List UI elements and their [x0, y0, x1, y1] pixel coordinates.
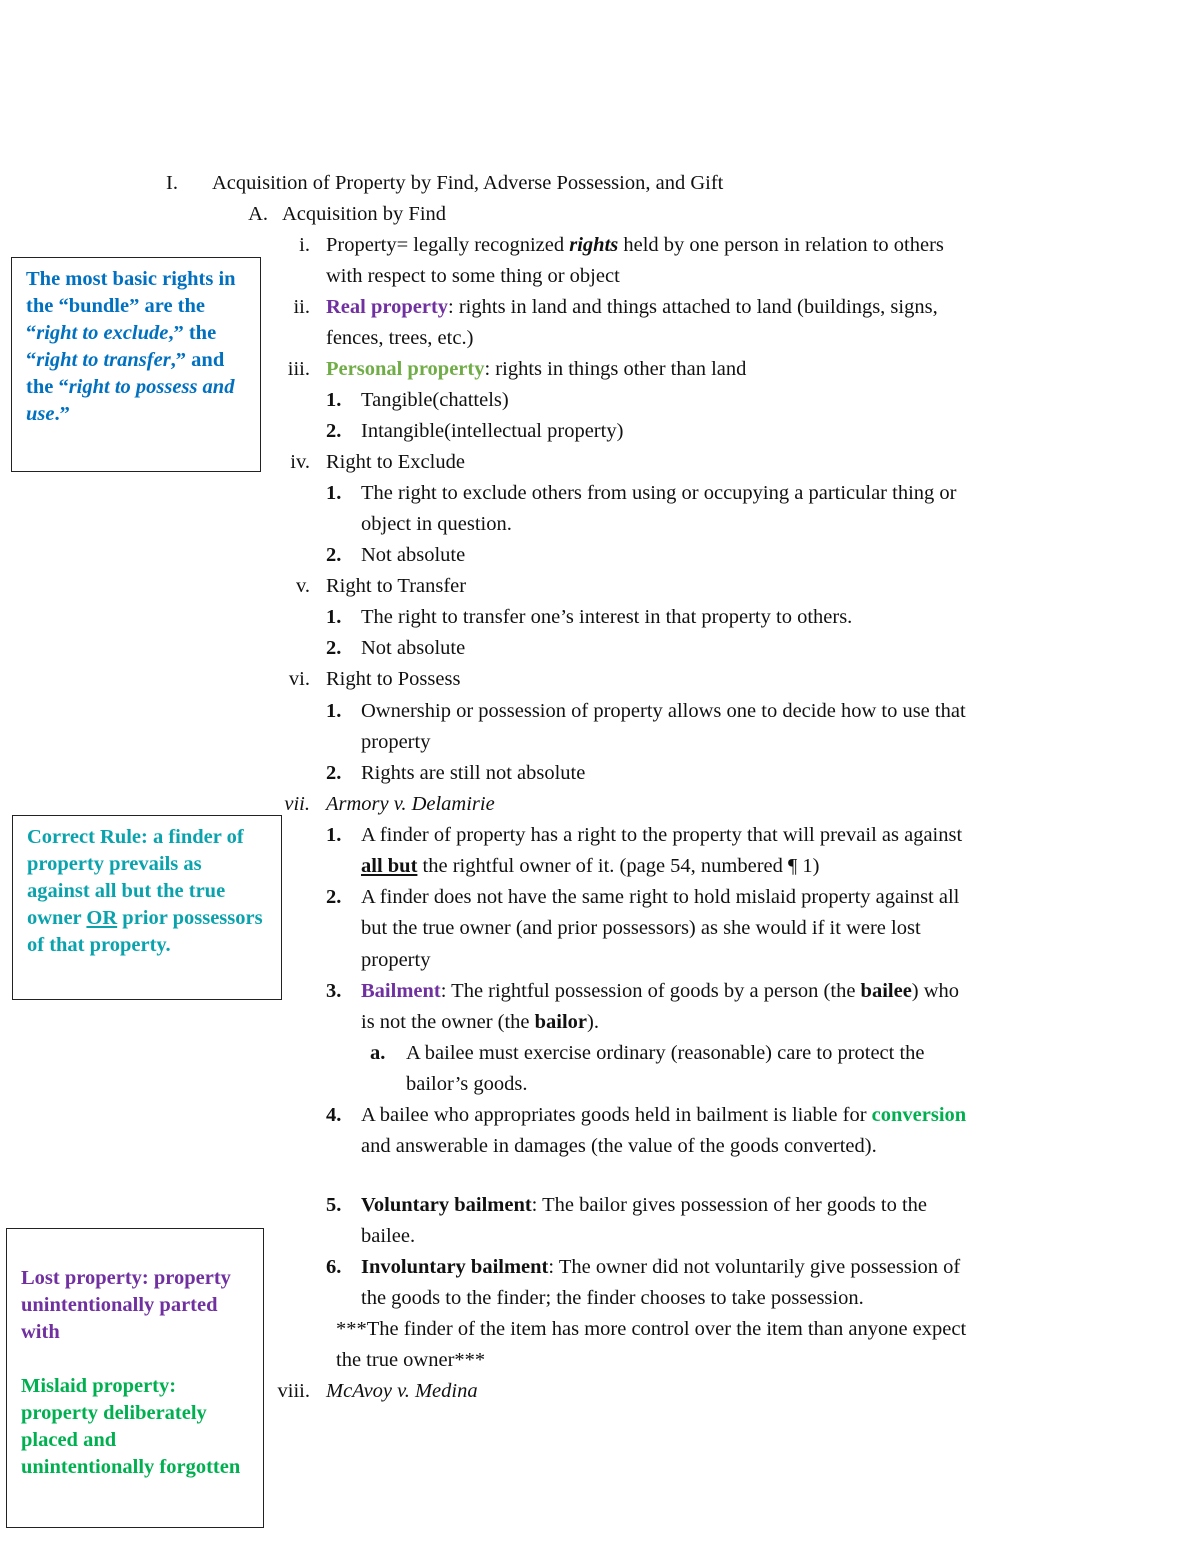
sub-item-cont: bailee.	[361, 1225, 416, 1247]
text: ,” the “	[26, 322, 217, 371]
sub-item-cont: property	[361, 731, 431, 753]
text: is not the owner (the	[361, 1011, 535, 1033]
item-marker: viii.	[277, 1380, 310, 1402]
sub-number: 2.	[326, 886, 342, 908]
sub-item: Intangible(intellectual property)	[361, 420, 624, 442]
sub-number: 5.	[326, 1194, 342, 1216]
sub-item	[361, 1193, 927, 1217]
subsection-marker: A.	[248, 203, 268, 225]
term-bailor: bailor	[534, 1011, 588, 1033]
item-ii-line	[326, 295, 938, 319]
text: .”	[54, 403, 70, 425]
sub-sub-marker: a.	[370, 1042, 386, 1064]
note-line-cont: the true owner***	[336, 1349, 486, 1371]
sub-item	[361, 979, 959, 1003]
text: prior possessors of that property.	[27, 907, 263, 956]
item-ii-line2: fences, trees, etc.)	[326, 327, 474, 349]
item-marker: iii.	[287, 358, 310, 380]
sub-number: 1.	[326, 482, 342, 504]
sub-item: A finder of property has a right to the property that will prevail as against	[361, 824, 963, 846]
term-bailment: Bailment	[361, 980, 441, 1002]
rights-emphasis: rights	[569, 234, 619, 256]
text: Property= legally recognized	[326, 234, 570, 256]
item-iii-line	[326, 357, 746, 381]
text: the rightful owner of it. (page 54, numbered ¶ 1)	[417, 855, 820, 877]
sub-item: The right to transfer one’s interest in that property to others.	[361, 606, 853, 628]
case-name-armory: Armory v. Delamirie	[326, 793, 495, 815]
right-to-transfer: right to transfer	[36, 349, 171, 371]
subsection-title: Acquisition by Find	[282, 203, 447, 225]
text: ).	[587, 1011, 599, 1033]
item-v-title: Right to Transfer	[326, 575, 467, 597]
section-marker: I.	[166, 172, 178, 194]
sub-item	[361, 1255, 960, 1279]
item-marker: iv.	[290, 451, 310, 473]
sub-item-cont	[361, 854, 820, 878]
sub-item: Not absolute	[361, 637, 466, 659]
sub-sub-item-cont: bailor’s goods.	[406, 1073, 528, 1095]
right-to-exclude: right to exclude	[36, 322, 169, 344]
term-voluntary-bailment: Voluntary bailment	[361, 1194, 532, 1216]
text: ,” and the “	[26, 349, 225, 398]
sub-item: A finder does not have the same right to hold mislaid property against all	[361, 886, 960, 908]
sidebar-note-correct-rule	[12, 815, 282, 1000]
term-involuntary-bailment: Involuntary bailment	[361, 1256, 549, 1278]
sub-number: 2.	[326, 420, 342, 442]
mislaid-property-definition: Mislaid property: property deliberately placed and unintentionally forgotten	[21, 1375, 241, 1478]
text: : rights in land and things attached to land (buildings, signs,	[448, 296, 938, 318]
text: : The bailor gives possession of her goods to the	[531, 1194, 928, 1216]
case-name-mcavoy: McAvoy v. Medina	[326, 1380, 478, 1402]
sub-item-cont: and answerable in damages (the value of the goods converted).	[361, 1135, 877, 1157]
text: A bailee who appropriates goods held in bailment is liable for	[361, 1104, 872, 1126]
all-but-emphasis: all but	[361, 855, 418, 877]
section-title: Acquisition of Property by Find, Adverse Possession, and Gift	[212, 172, 724, 194]
sub-item-cont	[361, 1010, 599, 1034]
item-marker: vii.	[284, 793, 310, 815]
item-marker: vi.	[288, 668, 310, 690]
text: The most basic rights in the “bundle” are the “	[26, 268, 236, 344]
item-marker: ii.	[293, 296, 310, 318]
item-marker: v.	[295, 575, 310, 597]
sub-item: Tangible(chattels)	[361, 389, 509, 411]
term-bailee: bailee	[860, 980, 912, 1002]
text: held by one person in relation to others	[618, 234, 944, 256]
item-i-line	[326, 233, 944, 257]
sub-sub-item: A bailee must exercise ordinary (reasonable) care to protect the	[406, 1042, 925, 1064]
sub-item: The right to exclude others from using or occupying a particular thing or	[361, 482, 957, 504]
item-marker: i.	[299, 234, 310, 256]
term-personal-property: Personal property	[326, 358, 485, 380]
sidebar-note-lost-vs-mislaid	[6, 1228, 264, 1528]
sub-number: 3.	[326, 980, 342, 1002]
or-emphasis: OR	[86, 907, 118, 929]
sub-item: Ownership or possession of property allows one to decide how to use that	[361, 700, 966, 722]
sub-item	[361, 1103, 966, 1127]
sub-item-cont: but the true owner (and prior possessors) as she would if it were lost	[361, 917, 921, 939]
spacer	[21, 1346, 249, 1373]
sub-item-cont: property	[361, 949, 431, 971]
item-i-line2: with respect to some thing or object	[326, 265, 620, 287]
text: : The owner did not voluntarily give possession of	[548, 1256, 961, 1278]
item-vi-title: Right to Possess	[326, 668, 461, 690]
text: : The rightful possession of goods by a person (the	[440, 980, 861, 1002]
term-conversion: conversion	[871, 1104, 967, 1126]
sub-item: Rights are still not absolute	[361, 762, 586, 784]
text: ) who	[911, 980, 960, 1002]
term-real-property: Real property	[326, 296, 449, 318]
sub-number: 2.	[326, 762, 342, 784]
sub-number: 6.	[326, 1256, 342, 1278]
sidebar-note-bundle-of-rights	[11, 257, 261, 472]
text: : rights in things other than land	[484, 358, 747, 380]
sub-number: 2.	[326, 544, 342, 566]
note-line: ***The finder of the item has more control over the item than anyone expect	[336, 1318, 967, 1340]
sub-item: Not absolute	[361, 544, 466, 566]
item-iv-title: Right to Exclude	[326, 451, 465, 473]
text: Correct Rule: a finder of property prevails as against all but the true owner	[27, 826, 244, 929]
sub-item-cont: object in question.	[361, 513, 512, 535]
sub-number: 1.	[326, 389, 342, 411]
sub-number: 4.	[326, 1104, 342, 1126]
sub-number: 1.	[326, 824, 342, 846]
sub-item-cont: the goods to the finder; the finder chooses to take possession.	[361, 1287, 864, 1309]
sub-number: 1.	[326, 606, 342, 628]
right-to-possess: right to possess and use	[26, 376, 235, 425]
lost-property-definition: Lost property: property unintentionally parted with	[21, 1267, 231, 1343]
sub-number: 2.	[326, 637, 342, 659]
sub-number: 1.	[326, 700, 342, 722]
